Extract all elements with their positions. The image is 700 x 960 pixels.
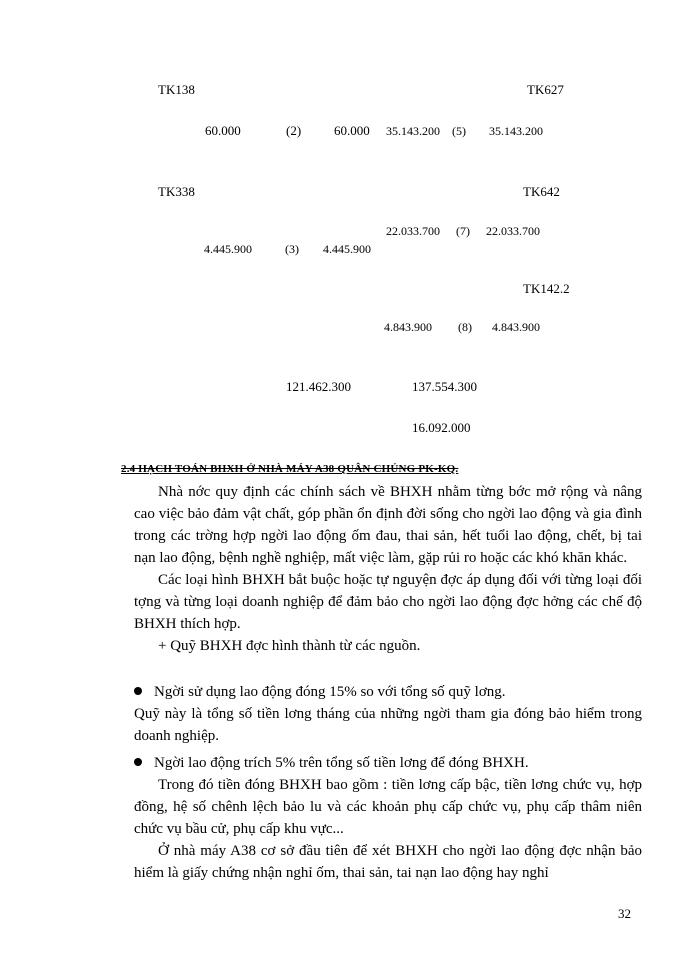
paragraph-4: Quỹ này là tổng số tiền lơng tháng của những ngời tham gia đóng bảo hiểm trong doanh nghiệp. — [134, 706, 642, 744]
paragraph-6: Ở nhà máy A38 cơ sở đầu tiên để xét BHXH cho ngời lao động đợc nhận bảo hiểm là giấy chứng nhận nghỉ ốm, thai sản, tai nạn lao động hay nghỉ — [134, 843, 642, 881]
total-credit: 137.554.300 — [412, 379, 477, 394]
account-label-tk338: TK338 — [158, 184, 195, 199]
bullet-icon — [134, 687, 142, 695]
bullet-item-1 — [134, 681, 642, 703]
tk627-debit-value: 35.143.200 — [386, 124, 440, 138]
tk138-debit-value: 60.000 — [205, 123, 241, 138]
section-heading: 2.4 HẠCH TOÁN BHXH Ở NHÀ MÁY A38 QUÂN CHỦNG PK-KQ. — [121, 463, 459, 475]
paragraph-2: Các loại hình BHXH bắt buộc hoặc tự nguyện đợc áp dụng đối với từng loại đối tợng và từng loại doanh nghiệp để đảm bảo cho ngời lao động đợc hởng các chế độ BHXH thích hợp. — [134, 572, 642, 632]
account-label-tk1422: TK142.2 — [523, 281, 570, 296]
tk627-credit-value: 35.143.200 — [489, 124, 543, 138]
tk642-debit-value: 22.033.700 — [386, 224, 440, 238]
tk138-credit-value: 60.000 — [334, 123, 370, 138]
bullet-item-2 — [134, 752, 642, 774]
bullet-icon — [134, 758, 142, 766]
tk338-credit-value: 4.445.900 — [323, 242, 371, 256]
account-label-tk138: TK138 — [158, 82, 195, 97]
bullet-1-text: Ngời sử dụng lao động đóng 15% so với tổng số quỹ lơng. — [154, 684, 506, 700]
total-debit: 121.462.300 — [286, 379, 351, 394]
paragraph-1: Nhà nớc quy định các chính sách về BHXH nhằm từng bớc mở rộng và nâng cao việc bảo đảm vật chất, góp phần ổn định đời sống cho ngời lao động và gia đình trong các trờng hợp ngời lao động ốm đau, thai sản, hết tuổi lao động, chết, bị tai nạn lao động, bệnh nghề nghiệp, mất việc làm, gặp rủi ro hoặc các khó khăn khác. — [134, 484, 642, 566]
tk338-debit-value: 4.445.900 — [204, 242, 252, 256]
body-text — [134, 481, 642, 657]
entry-ref-3: (3) — [285, 242, 299, 256]
paragraph-4-block — [134, 703, 642, 747]
body-text-2 — [134, 774, 642, 884]
tk1422-credit-value: 4.843.900 — [492, 320, 540, 334]
tk642-credit-value: 22.033.700 — [486, 224, 540, 238]
entry-ref-5: (5) — [452, 124, 466, 138]
bullet-2-text: Ngời lao động trích 5% trên tổng số tiền lơng để đóng BHXH. — [154, 755, 529, 771]
account-label-tk642: TK642 — [523, 184, 560, 199]
paragraph-3: + Quỹ BHXH đợc hình thành từ các nguồn. — [158, 638, 421, 654]
entry-ref-2: (2) — [286, 123, 302, 138]
paragraph-5: Trong đó tiền đóng BHXH bao gồm : tiền lơng cấp bậc, tiền lơng chức vụ, hợp đồng, hệ số chênh lệch bảo lu và các khoản phụ cấp chức vụ, phụ cấp thâm niên chức vụ bầu cử, phụ cấp khu vực... — [134, 777, 642, 837]
entry-ref-7: (7) — [456, 224, 470, 238]
account-label-tk627: TK627 — [527, 82, 564, 97]
tk1422-debit-value: 4.843.900 — [384, 320, 432, 334]
closing-balance: 16.092.000 — [412, 420, 471, 435]
entry-ref-8: (8) — [458, 320, 472, 334]
page-number: 32 — [618, 906, 631, 921]
